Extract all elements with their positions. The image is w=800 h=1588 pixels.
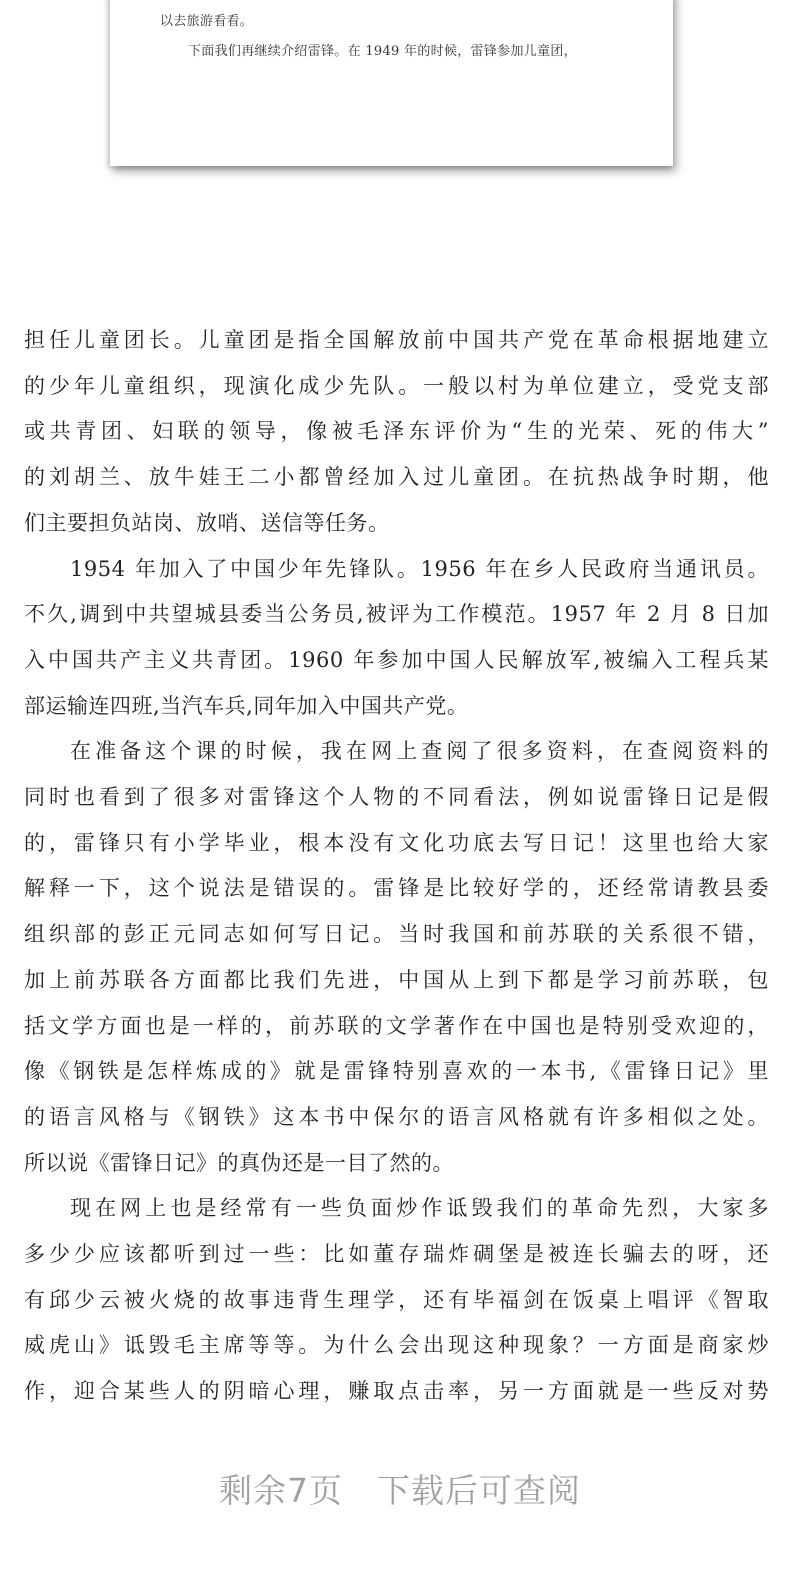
text-line: 的，雷锋只有小学毕业，根本没有文化功底去写日记！这里也给大家: [24, 830, 769, 855]
paragraph-slander: [24, 1186, 769, 1415]
text-line: 现在网上也是经常有一些负面炒作诋毁我们的革命先烈，大家多: [70, 1196, 769, 1221]
text-line: 或共青团、妇联的领导，像被毛泽东评价为“生的光荣、死的伟大”: [24, 419, 769, 444]
text-line: 解释一下，这个说法是错误的。雷锋是比较好学的，还经常请教县委: [24, 876, 769, 901]
text-line: 同时也看到了很多对雷锋这个人物的不同看法，例如说雷锋日记是假: [24, 785, 769, 810]
text-line: 的刘胡兰、放牛娃王二小都曾经加入过儿童团。在抗热战争时期，他: [24, 465, 769, 490]
text-line: 括文学方面也是一样的，前苏联的文学著作在中国也是特别受欢迎的，: [24, 1013, 769, 1038]
text-line: 的少年儿童组织，现演化成少先队。一般以村为单位建立，受党支部: [24, 373, 769, 398]
previous-page-preview: [110, 0, 673, 166]
text-line: 有邱少云被火烧的故事违背生理学，还有毕福剑在饭桌上唱评《智取: [24, 1287, 769, 1312]
text-line: 部运输连四班,当汽车兵,同年加入中国共产党。: [24, 693, 469, 718]
text-line: 担任儿童团长。儿童团是指全国解放前中国共产党在革命根据地建立: [24, 328, 769, 352]
text-line: 威虎山》诋毁毛主席等等。为什么会出现这种现象？一方面是商家炒: [24, 1333, 769, 1358]
text-line: 作，迎合某些人的阴暗心理，赚取点击率，另一方面就是一些反对势: [24, 1379, 769, 1404]
text-line: 所以说《雷锋日记》的真伪还是一目了然的。: [24, 1150, 454, 1175]
text-line: 组织部的彭正元同志如何写日记。当时我国和前苏联的关系很不错，: [24, 922, 769, 947]
paragraph-children-corps: [24, 318, 769, 547]
text-line: 1954 年加入了中国少年先锋队。1956 年在乡人民政府当通讯员。: [70, 556, 769, 581]
preview-line-1: 以去旅游看看。: [160, 14, 254, 29]
text-line: 加上前苏联各方面都比我们先进，中国从上到下都是学习前苏联，包: [24, 967, 769, 992]
text-line: 入中国共产主义共青团。1960 年参加中国人民解放军,被编入工程兵某: [24, 647, 769, 672]
paragraph-timeline: [24, 547, 769, 730]
text-line: 的语言风格与《钢铁》这本书中保尔的语言风格就有许多相似之处。: [24, 1104, 769, 1129]
text-line: 不久,调到中共望城县委当公务员,被评为工作模范。1957 年 2 月 8 日加: [24, 602, 769, 627]
download-to-read-banner[interactable]: [0, 1465, 800, 1512]
text-line: 在准备这个课的时候，我在网上查阅了很多资料，在查阅资料的: [70, 739, 769, 764]
text-line: 多少少应该都听到过一些：比如董存瑞炸碉堡是被连长骗去的呀，还: [24, 1242, 769, 1267]
preview-line-2: 下面我们再继续介绍雷锋。在 1949 年的时候，雷锋参加儿童团，: [188, 44, 577, 59]
text-line: 们主要担负站岗、放哨、送信等任务。: [24, 510, 390, 535]
text-line: 像《钢铁是怎样炼成的》就是雷锋特别喜欢的一本书,《雷锋日记》里: [24, 1059, 769, 1084]
remaining-pages-label: 剩余7页: [219, 1471, 343, 1510]
document-body: [24, 318, 769, 1415]
paragraph-diary: [24, 729, 769, 1186]
download-action-label[interactable]: 下载后可查阅: [377, 1471, 581, 1510]
